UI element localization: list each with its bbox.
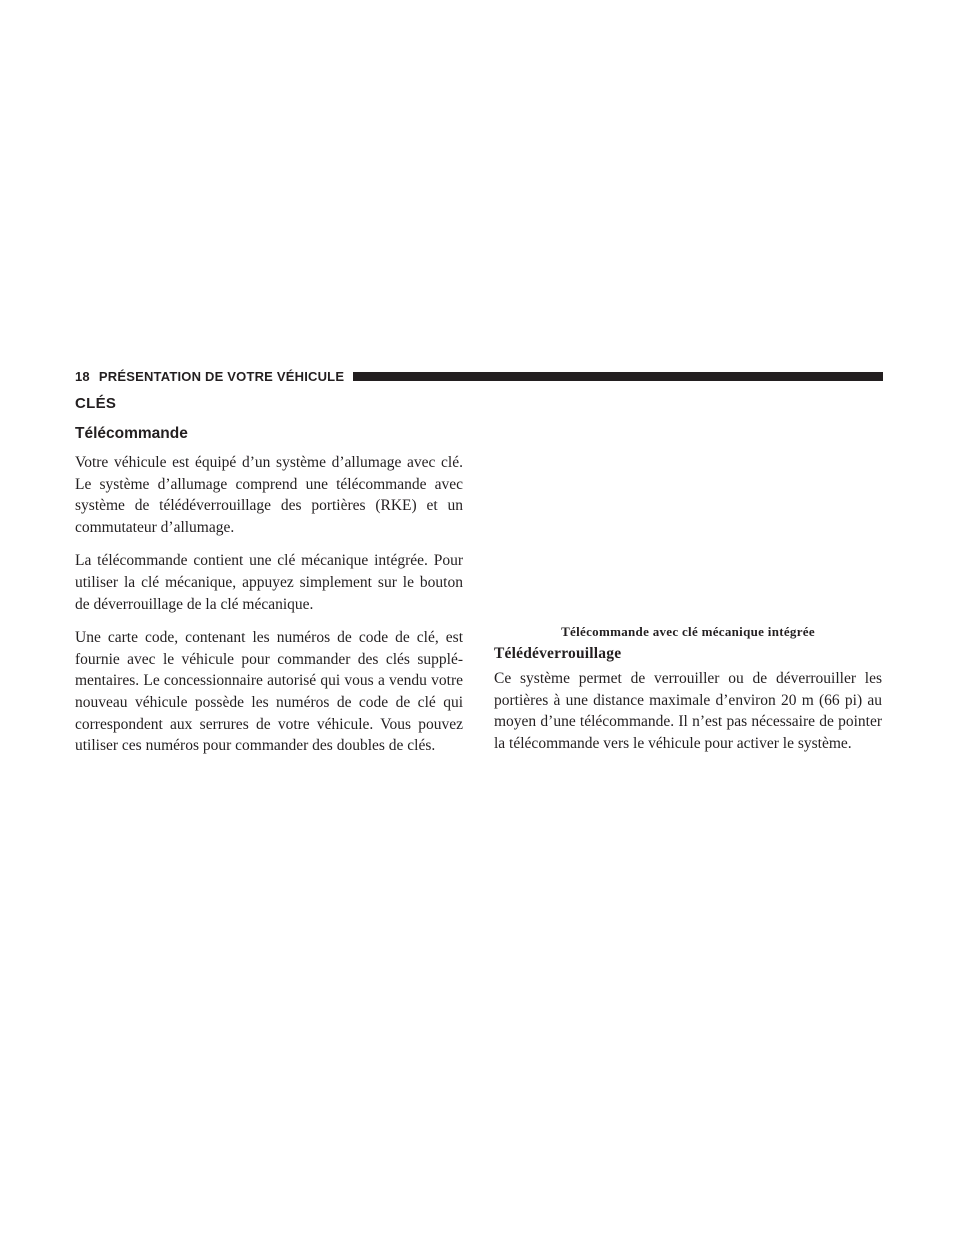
page-number: 18 bbox=[75, 368, 90, 384]
subheading-teledeverrouillage: Télédéverrouillage bbox=[494, 645, 622, 662]
header-rule bbox=[353, 372, 883, 381]
right-column bbox=[494, 668, 882, 754]
left-column bbox=[75, 394, 463, 757]
paragraph-3: Une carte code, contenant les numéros de code de clé, est fournie avec le véhicule pour commander des clés supplé-mentaires. Le concessionnaire autorisé qui vous a vendu votre nouveau véhicule possède les numéros de code de clé qui correspondent aux serrures de votre véhicule. Vous pouvez utiliser ces numéros pour commander des doubles de clés. bbox=[75, 629, 463, 755]
subheading-telecommande: Télécommande bbox=[75, 425, 188, 442]
page-header bbox=[75, 366, 883, 386]
paragraph-rke: Ce système permet de verrouiller ou de déverrouiller les portières à une distance maximale d’environ 20 m (66 pi) au moyen d’une télécommande. Il n’est pas nécessaire de pointer la télécommande vers le véhicule pour activer le système. bbox=[494, 670, 882, 752]
section-heading: CLÉS bbox=[75, 395, 117, 412]
key-fob-figure bbox=[494, 402, 882, 612]
figure-caption: Télécommande avec clé mécanique intégrée bbox=[561, 624, 815, 639]
paragraph-1: Votre véhicule est équipé d’un système d’allumage avec clé. Le système d’allumage comprend une télécommande avec système de télédéverrouillage des portières (RKE) et un commutateur d’allumage. bbox=[75, 454, 463, 536]
paragraph-2: La télécommande contient une clé mécanique intégrée. Pour utiliser la clé mécanique, appuyez simplement sur le bouton de déverrouillage de la clé mécanique. bbox=[75, 552, 463, 613]
section-title: PRÉSENTATION DE VOTRE VÉHICULE bbox=[98, 368, 345, 384]
